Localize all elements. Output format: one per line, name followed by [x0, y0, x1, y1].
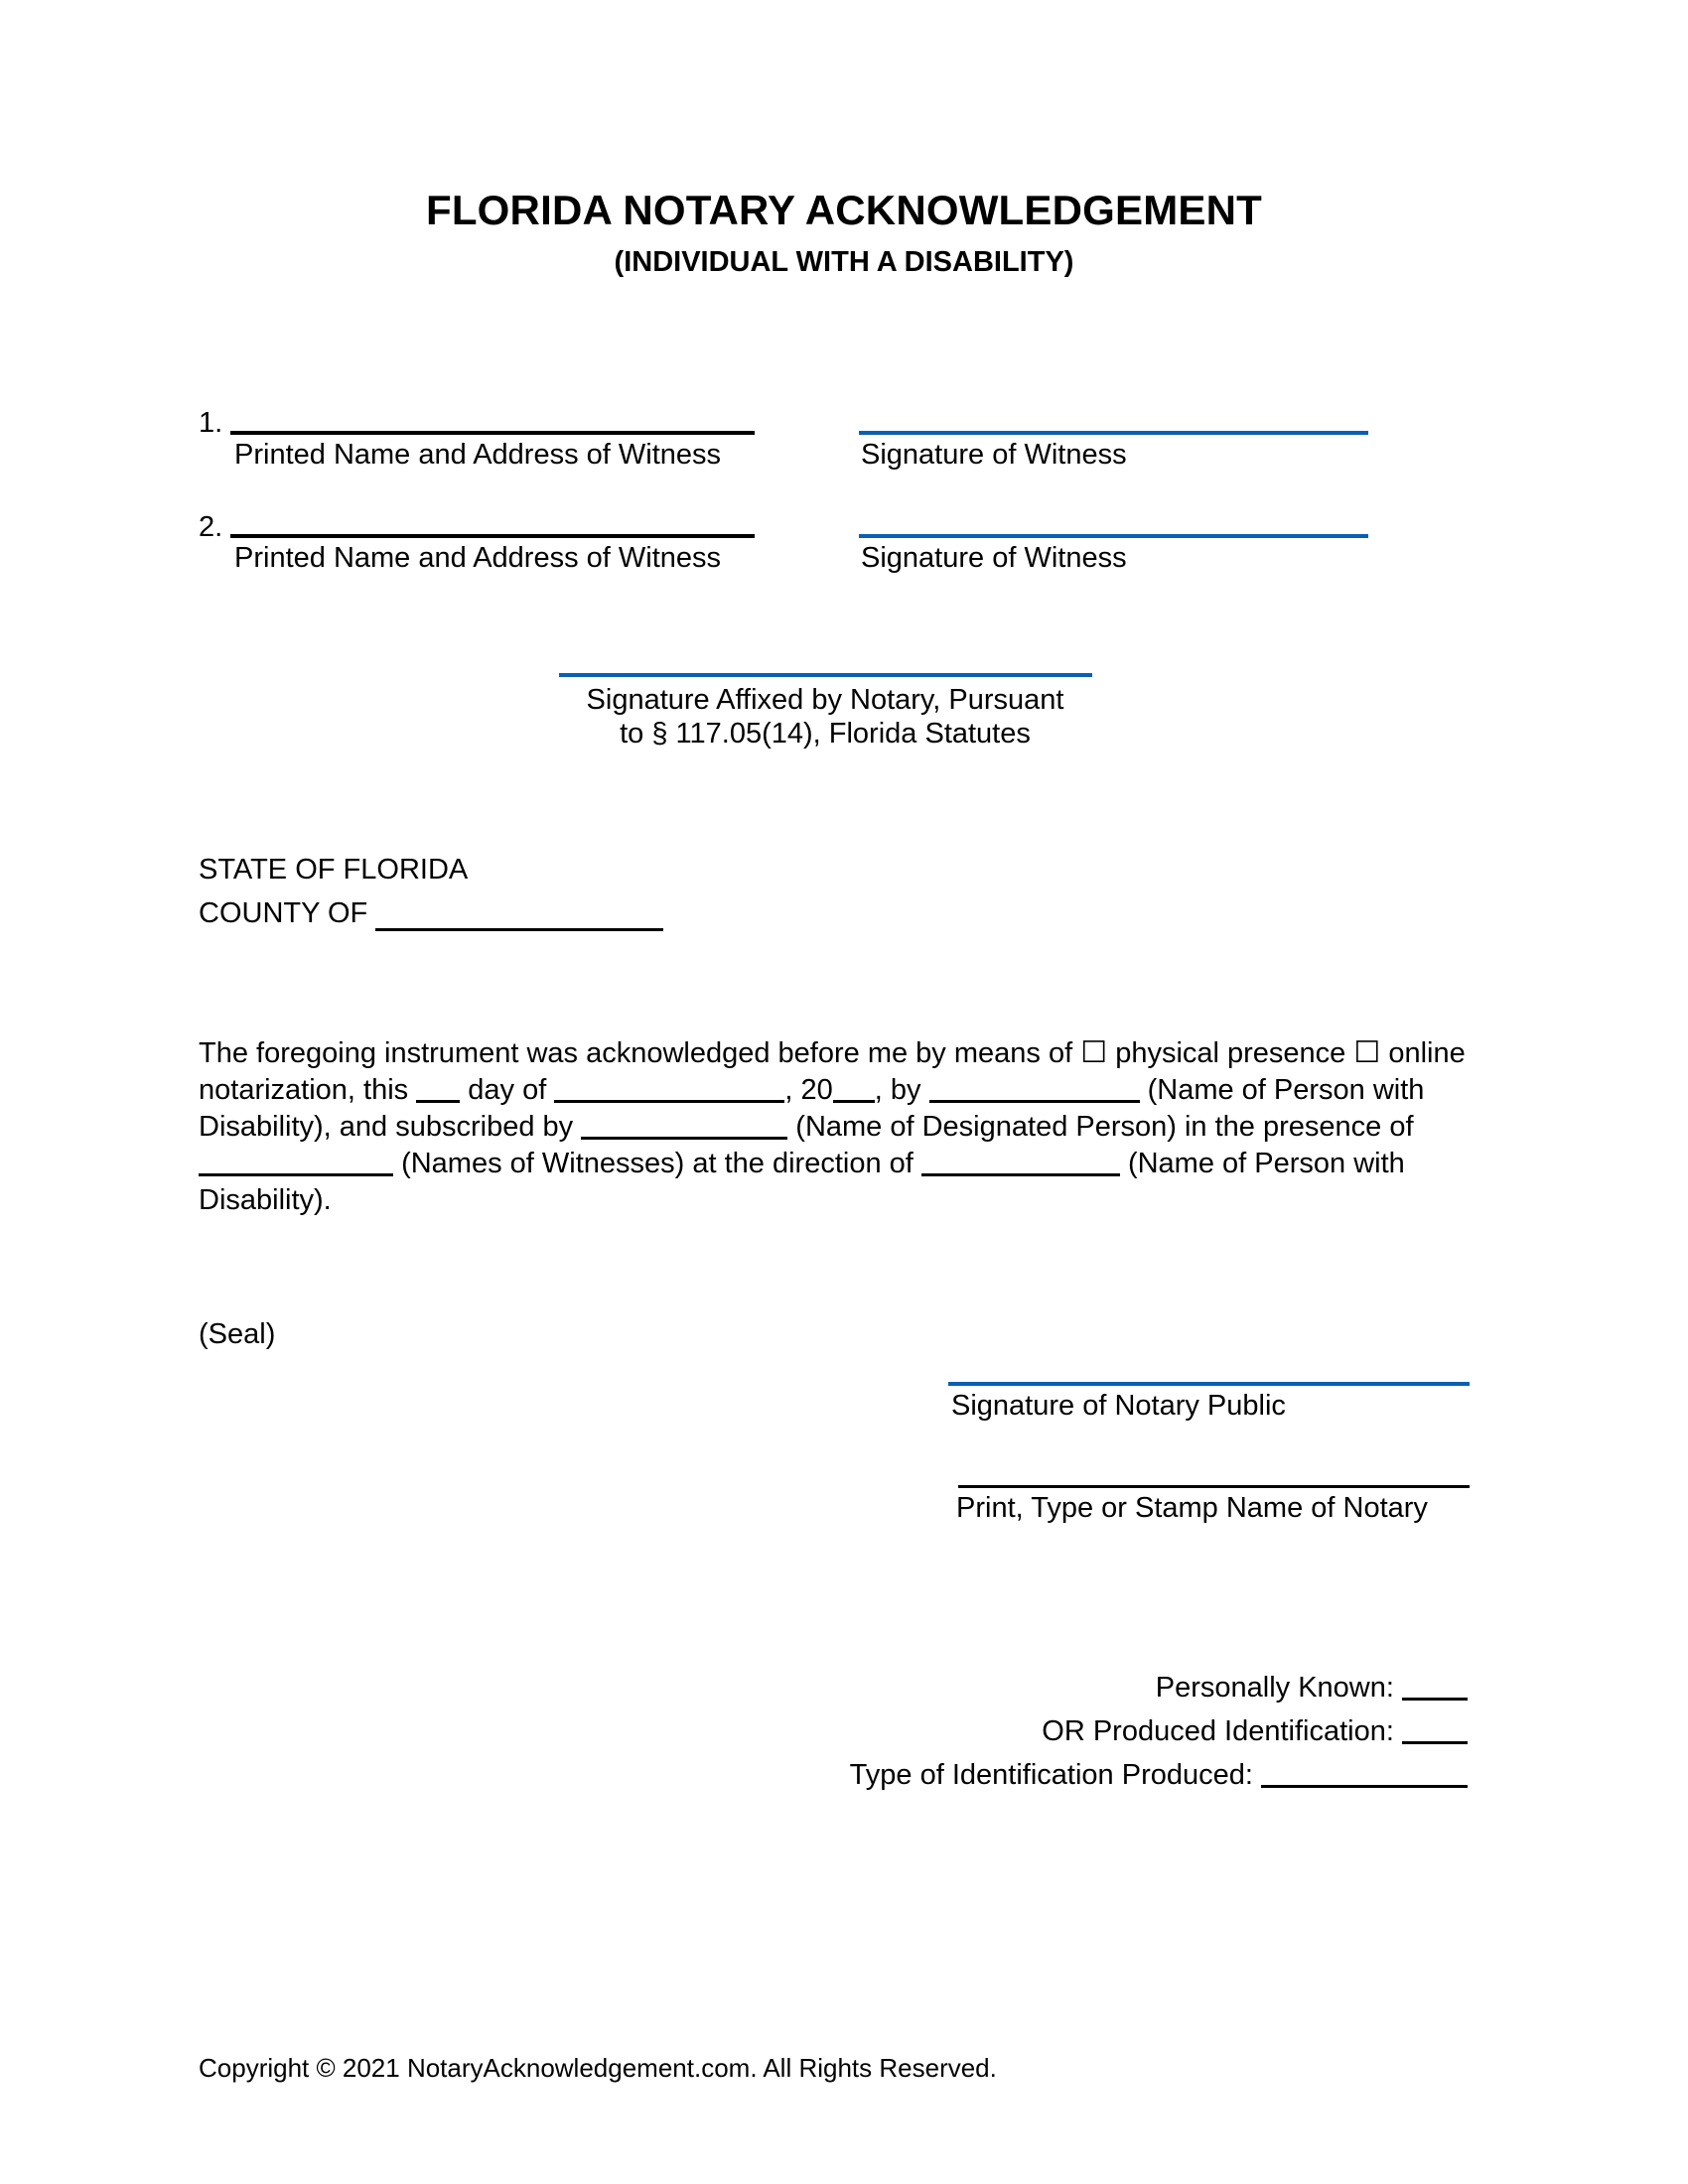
- type-of-identification-row: [850, 1761, 1468, 1790]
- witness-2-printed-name-line[interactable]: [230, 534, 755, 538]
- personally-known-input-line[interactable]: [1402, 1674, 1468, 1701]
- day-input-line[interactable]: [416, 1074, 460, 1103]
- witness-2-printed-name-caption: Printed Name and Address of Witness: [234, 542, 722, 574]
- ack-text-5: , 20: [784, 1074, 833, 1106]
- ack-text-3: online notarization, this: [199, 1037, 1466, 1106]
- witness-2-signature-line[interactable]: [859, 534, 1368, 538]
- physical-presence-checkbox[interactable]: ☐: [1080, 1036, 1108, 1069]
- person-with-disability-name-line[interactable]: [929, 1074, 1140, 1103]
- witness-2-signature-caption: Signature of Witness: [861, 542, 1127, 574]
- witness-1-printed-name-line[interactable]: [230, 431, 755, 435]
- notary-affixed-caption-line-2: to § 117.05(14), Florida Statutes: [620, 718, 1031, 750]
- ack-text-9: Person) in the presence of: [1075, 1111, 1414, 1143]
- notary-print-name-line[interactable]: [958, 1485, 1470, 1488]
- ack-text-2: physical presence: [1115, 1037, 1346, 1069]
- ack-text-11: (Name of Person with Disability).: [199, 1148, 1405, 1216]
- copyright-footer: Copyright © 2021 NotaryAcknowledgement.com. All Rights Reserved.: [199, 2053, 997, 2083]
- witness-1-signature-caption: Signature of Witness: [861, 439, 1127, 471]
- produced-identification-row: [1042, 1717, 1468, 1746]
- state-of-florida-label: STATE OF FLORIDA: [199, 854, 469, 886]
- notary-signature-line[interactable]: [948, 1382, 1470, 1386]
- page-subtitle: (INDIVIDUAL WITH A DISABILITY): [614, 246, 1074, 278]
- notary-signature-caption: Signature of Notary Public: [951, 1390, 1286, 1422]
- ack-text-1: The foregoing instrument was acknowledged before me by means of: [199, 1037, 1073, 1069]
- type-of-identification-label: Type of Identification Produced:: [849, 1759, 1253, 1791]
- witness-1-number: 1.: [199, 407, 223, 439]
- type-of-identification-input-line[interactable]: [1261, 1761, 1468, 1788]
- direction-of-person-name-line[interactable]: [921, 1148, 1120, 1176]
- ack-text-4: day of: [468, 1074, 547, 1106]
- witness-1-printed-name-caption: Printed Name and Address of Witness: [234, 439, 722, 471]
- seal-label: (Seal): [199, 1318, 276, 1350]
- notary-affixed-signature-line[interactable]: [559, 673, 1092, 677]
- witness-2-number: 2.: [199, 511, 223, 543]
- month-input-line[interactable]: [554, 1074, 784, 1103]
- acknowledgement-paragraph: [199, 1034, 1491, 1219]
- personally-known-row: [1156, 1674, 1468, 1703]
- ack-text-7: (Name of Person with Disability), and subscribed by: [199, 1074, 1425, 1143]
- produced-identification-input-line[interactable]: [1402, 1717, 1468, 1744]
- designated-person-name-line[interactable]: [581, 1111, 787, 1140]
- witness-1-signature-line[interactable]: [859, 431, 1368, 435]
- notary-print-name-caption: Print, Type or Stamp Name of Notary: [956, 1492, 1428, 1524]
- page-title: FLORIDA NOTARY ACKNOWLEDGEMENT: [425, 187, 1263, 233]
- year-input-line[interactable]: [833, 1074, 875, 1103]
- ack-text-8: (Name of Designated: [795, 1111, 1068, 1143]
- ack-text-10: (Names of Witnesses) at the direction of: [401, 1148, 914, 1179]
- ack-text-6: , by: [874, 1074, 921, 1106]
- county-of-input-line[interactable]: [375, 928, 663, 931]
- witness-names-line[interactable]: [199, 1148, 393, 1176]
- county-of-label: COUNTY OF: [199, 897, 368, 929]
- produced-identification-label: OR Produced Identification:: [1042, 1715, 1394, 1747]
- personally-known-label: Personally Known:: [1155, 1672, 1394, 1704]
- notary-affixed-caption-line-1: Signature Affixed by Notary, Pursuant: [586, 684, 1064, 716]
- online-notarization-checkbox[interactable]: ☐: [1353, 1036, 1381, 1069]
